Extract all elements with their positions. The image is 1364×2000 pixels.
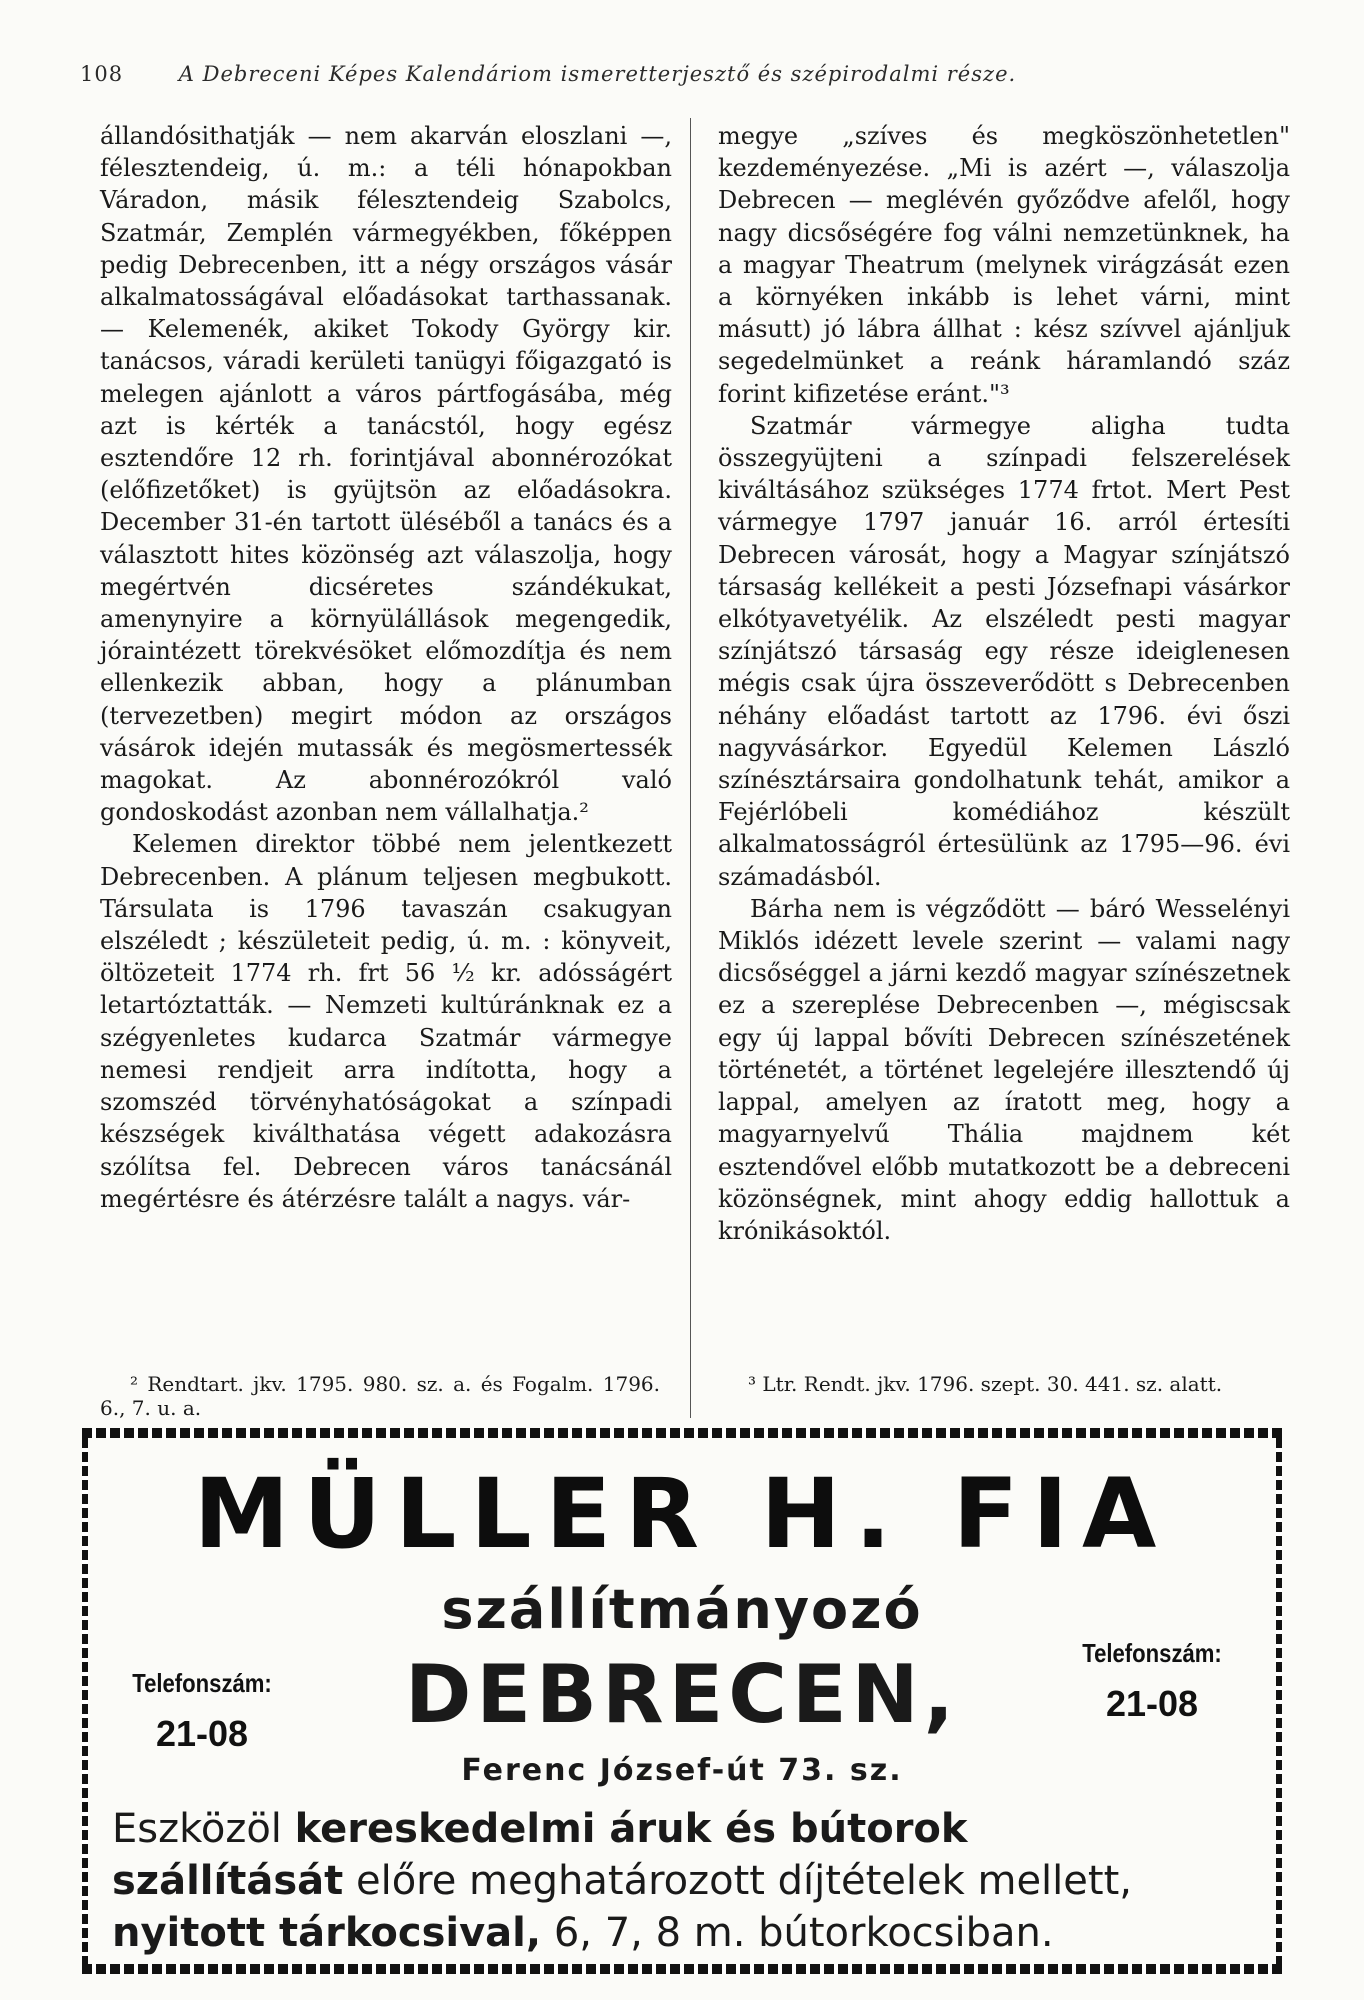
ad-line-3-b: 6, 7, 8 m. bútorkocsiban. [553,1910,1054,1956]
ad-border-bottom [82,1964,1282,1974]
ad-city: DEBRECEN, [405,1648,959,1741]
ad-phone-left-label: Telefonszám: [132,1668,272,1698]
ad-border-left [82,1438,88,1964]
ad-line-3-a: nyitott tárkocsival, [112,1910,542,1956]
footnote-left: ² Rendtart. jkv. 1795. 980. sz. a. és Fogalm. 1796. 6., 7. u. a. [100,1372,660,1420]
ad-border-right [1276,1438,1282,1964]
right-paragraph-3: Bárha nem is végződött — báró Wesselényi Miklós idézett levele szerint — valami nagy dicsőséggel a járni kezdő magyar színészetnek ez a szereplése Debrecenben —, mégiscsak egy új lappal bővíti Debrecen színészetének történetét, a történet legelejére illesztendő új lappal, amelyen az íratott meg, hogy a magyarnyelvű Thália majdnem két esztendővel előbb mutatkozott be a debreceni közönségnek, mint ahogy eddig hallottuk a krónikásoktól. [718,894,1290,1245]
ad-line-2-a: szállítását [112,1858,344,1904]
ad-phone-left [102,1668,302,1755]
running-title: A Debreceni Képes Kalendáriom ismeretterjesztő és szépirodalmi része. [178,62,1017,86]
ad-profession: szállítmányozó [441,1578,923,1641]
right-column [718,120,1290,1247]
ad-address: Ferenc József-út 73. sz. [461,1753,903,1788]
right-paragraph-2: Szatmár vármegye aligha tudta összegyüjteni a színpadi felszerelések kiváltásához szükséges 1774 frtot. Mert Pest vármegye 1797 január 16. arról értesíti Debrecen városát, hogy a Magyar színjátszó társaság kellékeit a pesti Józsefnapi vásárkor elkótyavetyélik. Az elszéledt pesti magyar színjátszó társaság egy része ideiglenesen mégis csak újra összeverődött s Debrecenben néhány előadást tartott az 1796. évi őszi nagyvásárkor. Egyedül Kelemen László színésztársaira gondolhatunk tehát, amikor a Fejérlóbeli komédiához készült alkalmatosságról értesülünk az 1795—96. évi számadásból. [718,411,1290,891]
ad-line-1 [112,1806,1252,1852]
left-column [100,120,672,1215]
footnote-right: ³ Ltr. Rendt. jkv. 1796. szept. 30. 441. sz. alatt. [748,1372,1223,1396]
ad-phone-right-number: 21-08 [1105,1683,1199,1724]
ad-line-1-b: kereskedelmi áruk és bútorok [294,1806,968,1852]
ad-line-2 [112,1858,1252,1904]
left-paragraph-2: Kelemen direktor többé nem jelentkezett Debrecenben. A plánum teljesen megbukott. Társulata is 1796 tavaszán csakugyan elszéledt ; készületeit pedig, ú. m. : könyveit, öltözeteit 1774 rh. frt 56 ½ kr. adósságért letartóztatták. — Nemzeti kultúránknak ez a szégyenletes kudarca Szatmár vármegye nemesi rendjeit arra indította, hogy a szomszéd törvényhatóságokat a színpadi készségek kiválthatása végett adakozásra szólítsa fel. Debrecen város tanácsánál megértésre és átérzésre talált a nagys. vár- [100,830,672,1213]
ad-border-top [82,1428,1282,1438]
ad-line-3 [112,1910,1252,1956]
ad-line-1-a: Eszközöl [112,1806,282,1852]
ad-company-name: MÜLLER H. FIA [193,1458,1171,1570]
right-paragraph-1: megye „szíves és megköszönhetetlen" kezdeményezése. „Mi is azért —, válaszolja Debrecen — meglévén győződve afelől, hogy nagy dicsőségére fog válni nemzetünknek, ha a magyar Theatrum (melynek virágzását ezen a környéken inkább is lehet várni, mint másutt) jó lábra állhat : kész szívvel ajánljuk segedelmünket a reánk háramlandó száz forint kifizetése eránt."³ [718,122,1290,408]
ad-phone-right-label: Telefonszám: [1082,1638,1222,1668]
ad-phone-left-number: 21-08 [155,1713,249,1754]
running-header [80,62,1280,86]
left-paragraph-1: állandósithatják — nem akarván eloszlani —, félesztendeig, ú. m.: a téli hónapokban Váradon, másik félesztendeig Szabolcs, Szatmár, Zemplén vármegyékben, főképpen pedig Debrecenben, itt a négy országos vásár alkalmatosságával előadásokat tarthassanak. — Kelemenék, akiket Tokody György kir. tanácsos, váradi kerületi tanügyi főigazgató is melegen ajánlott a város pártfogásába, még azt is kérték a tanácstól, hogy egész esztendőre 12 rh. forintjával abonnérozókat (előfizetőket) is gyüjtsön az előadásokra. December 31-én tartott üléséből a tanács és a választott hites közönség azt válaszolja, hogy megértvén dicséretes szándékukat, amenynyire a környülállások megengedik, jóraintézett törekvésöket előmozdítja és nem ellenkezik abban, hogy a plánumban (tervezetben) megirt módon az országos vásárok idején mutassák és megösmertessék magokat. Az abonnérozókról való gondoskodást azonban nem vállalhatja.² [100,122,672,827]
page-number: 108 [80,62,124,86]
ad-phone-right [1052,1638,1252,1725]
advertisement [82,1428,1282,1988]
column-divider [690,118,691,1418]
ad-line-2-b: előre meghatározott díjtételek mellett, [355,1858,1132,1904]
